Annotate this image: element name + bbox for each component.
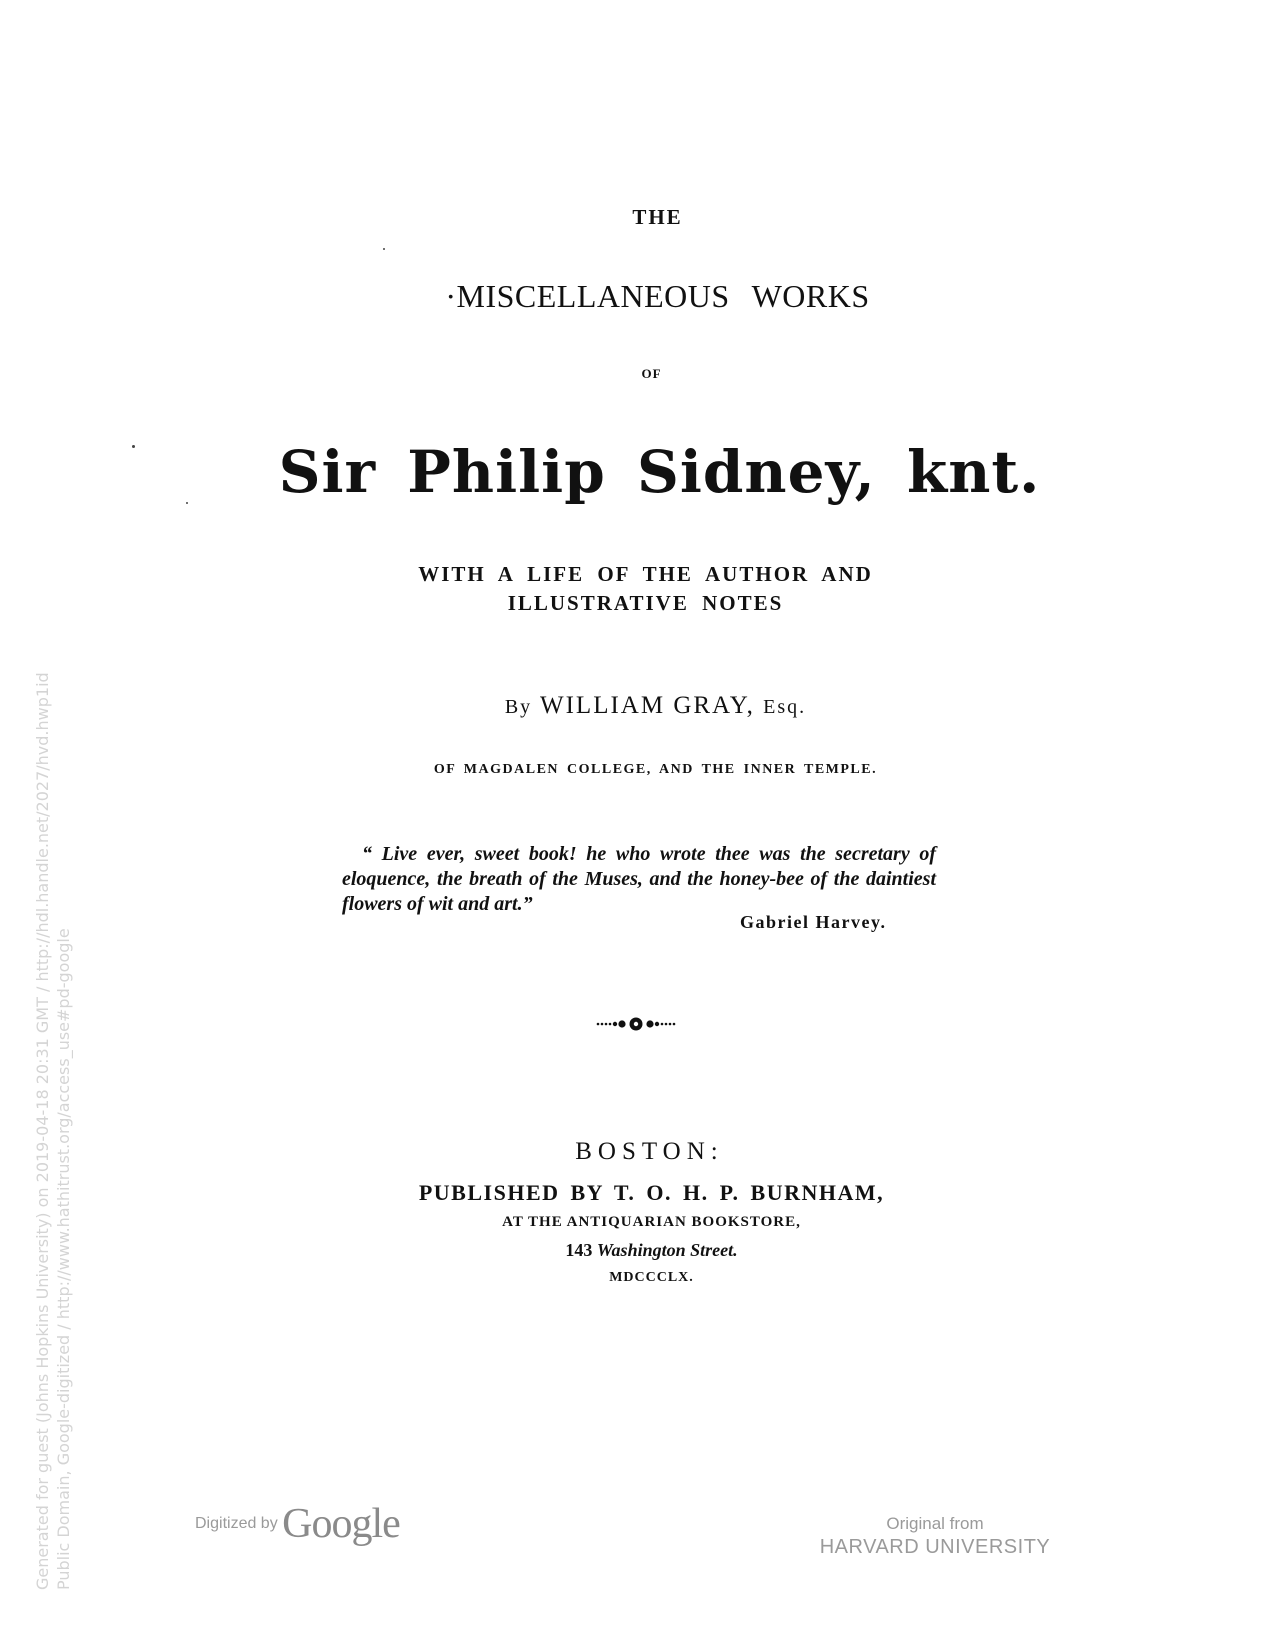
ornament-icon [595,1016,677,1032]
imprint-city: BOSTON: [575,1138,724,1165]
subtitle-line-1: WITH A LIFE OF THE AUTHOR AND [418,562,873,586]
hathitrust-watermark [32,672,74,1590]
subtitle-line-2: ILLUSTRATIVE NOTES [507,591,784,615]
imprint-street-number: 143 [565,1240,593,1260]
byline-author: WILLIAM GRAY, [540,692,755,719]
imprint-street-name: Washington Street. [596,1240,738,1260]
college-affiliation: OF MAGDALEN COLLEGE, AND THE INNER TEMPLE. [433,762,878,777]
imprint-publisher: PUBLISHED BY T. O. H. P. BURNHAM, [418,1180,885,1205]
institution-name: HARVARD UNIVERSITY [819,1536,1051,1558]
title-miscellaneous-works: ·MISCELLANEOUS WORKS [445,278,870,314]
digitized-label: Digitized by [195,1515,278,1532]
imprint-bookstore: AT THE ANTIQUARIAN BOOKSTORE, [502,1214,801,1230]
watermark-line-1: Generated for guest (Johns Hopkins University) on 2019-04-18 20:31 GMT / http://hdl.handle.net/2027/hvd.hwp1id [33,672,52,1590]
byline-by: By [504,696,533,718]
epigraph-quote: “ Live ever, sweet book! he who wrote thee was the secretary of eloquence, the breath of the Muses, and the honey-bee of the daintiest flowers of wit and art.” [342,843,936,915]
imprint-street [14,1240,1275,1261]
title-the: THE [632,205,683,229]
title-of: OF [641,366,662,381]
subtitle [8,560,1275,618]
title-author-name: Sir Philip Sidney, knt. [278,438,1041,506]
byline-suffix: Esq. [763,696,807,718]
printer-ornament [595,1016,677,1037]
original-from-label: Original from [886,1514,984,1533]
byline [18,692,1275,720]
google-logo: Google [282,1501,400,1547]
ink-speck [383,248,385,250]
digitized-by-google [195,1500,400,1548]
epigraph-attribution: Gabriel Harvey. [740,912,887,932]
original-from [800,1514,1070,1559]
watermark-line-2: Public Domain, Google-digitized / http://www.hathitrust.org/access_use#pd-google [54,928,73,1590]
imprint-date: MDCCCLX. [609,1270,694,1285]
